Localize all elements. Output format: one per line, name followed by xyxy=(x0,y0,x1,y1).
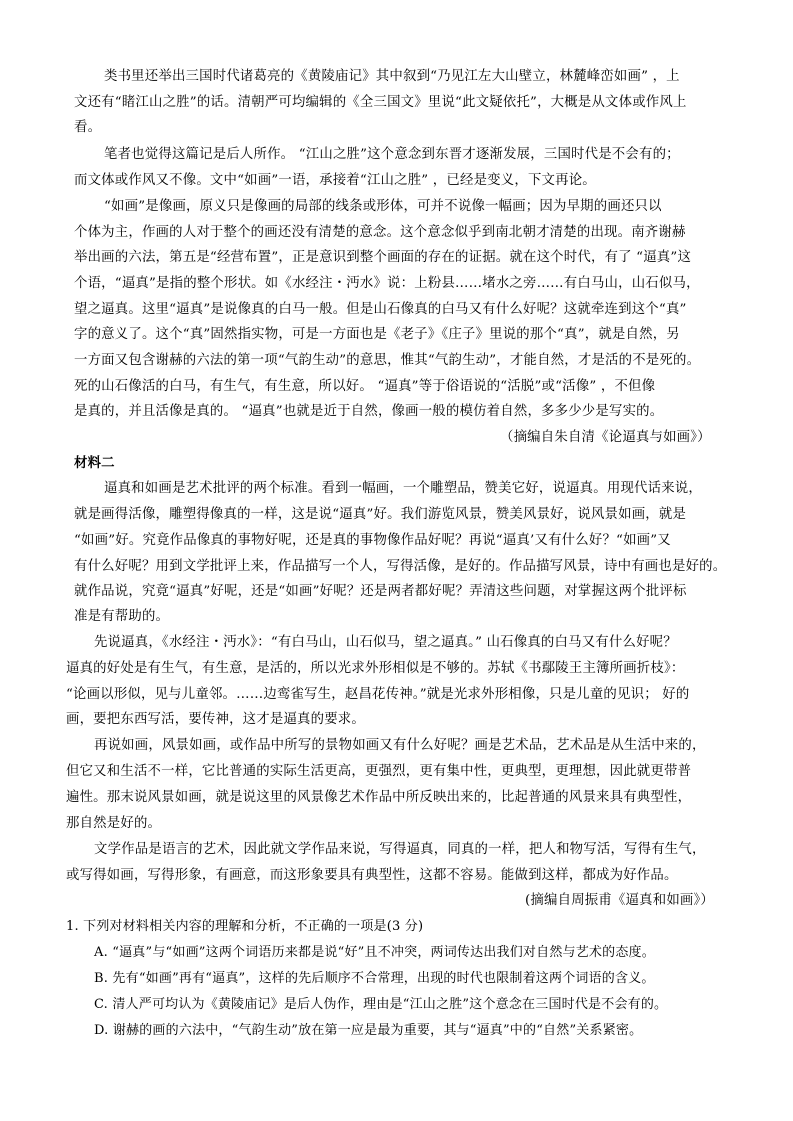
p2-line: 就作品说，究竟“逼真”好呢，还是“如画”好呢？还是两者都好呢？弄清这些问题，对掌握这两个批评标 xyxy=(74,584,687,599)
p1-line: “如画”是像画，原义只是像画的局部的线条或形体，可并不说像一幅画；因为早期的画还只以 xyxy=(104,199,662,214)
p2-line: 有什么好呢？用到文学批评上来，作品描写一个人，写得活像，是好的。作品描写风景，诗中有画也是好的。 xyxy=(74,559,727,574)
p1-line: 字的意义了。这个“真”固然指实物，可是一方面也是《老子》《庄子》里说的那个“真”，就是自然，另 xyxy=(74,327,680,342)
p2-line: 遍性。那末说风景如画，就是说这里的风景像艺术作品中所反映出来的，比起普通的风景来具有典型性， xyxy=(66,790,692,805)
p2-source: (摘编自周振甫《逼真和如画》） xyxy=(525,893,714,908)
p2-line: 准是有帮助的。 xyxy=(74,609,170,624)
p1-line: 是真的，并且活像是真的。 “逼真”也就是近于自然，像画一般的模仿着自然，多多少少是写实的。 xyxy=(74,404,664,419)
p2-line: 画，要把东西写活，要传神，这才是逼真的要求。 xyxy=(66,712,365,727)
p2-line: 但它又和生活不一样，它比普通的实际生活更高，更强烈，更有集中性，更典型，更理想，因此就更带普 xyxy=(66,764,692,779)
question-option-d: D. 谢赫的画的六法中，“气韵生动”放在第一应是最为重要，其与“逼真”中的“自然”关系紧密。 xyxy=(94,1023,643,1038)
p1-line: 一方面又包含谢赫的六法的第一项“气韵生动”的意思，惟其“气韵生动”，才能自然，才是活的不是死的。 xyxy=(74,353,701,368)
p2-line: “论画以形似，见与儿童邻。……边鸾雀写生，赵昌花传神。”就是光求外形相像，只是儿童的见识； 好的 xyxy=(66,687,690,702)
p1-line: 个语，“逼真”是指的整个形状。如《水经注・沔水》说：上粉县……堵水之旁……有白马山，山石似马， xyxy=(74,276,700,291)
p2-line: 那自然是好的。 xyxy=(66,816,162,831)
question-option-c: C. 清人严可均认为《黄陵庙记》是后人伪作，理由是“江山之胜”这个意念在三国时代是不会有的。 xyxy=(94,997,668,1012)
p1-line: 死的山石像活的白马，有生气，有生意，所以好。 “逼真”等于俗语说的“活脱”或“活像” ，不但像 xyxy=(74,379,656,394)
p1-line: 看。 xyxy=(74,120,102,135)
p2-line: 再说如画，风景如画，或作品中所写的景物如画又有什么好呢？画是艺术品，艺术品是从生活中来的， xyxy=(94,738,706,753)
p1-line: 类书里还举出三国时代诸葛亮的《黄陵庙记》其中叙到“乃见江左大山壁立，林麓峰峦如画” ，上 xyxy=(104,69,680,84)
p1-line: 而文体或作风又不像。文中“如画”一语，承接着“江山之胜” ，已经是变义，下文再论。 xyxy=(74,173,596,188)
p1-line: 文还有“睹江山之胜”的话。清朝严可均编辑的《全三国文》里说“此文疑依托”，大概是从文体或作风上 xyxy=(74,95,687,110)
question-stem: 1. 下列对材料相关内容的理解和分析，不正确的一项是(3 分) xyxy=(66,919,424,934)
p2-line: 或写得如画，写得形象，有画意，而这形象要具有典型性，这都不容易。能做到这样，都成为好作品。 xyxy=(66,868,678,883)
p2-line: “如画”好。究竟作品像真的事物好呢，还是真的事物像作品好呢？再说“逼真’又有什么好？“如画”又 xyxy=(74,533,671,548)
p2-line: 先说逼真，《水经注・沔水》：“有白马山，山石似马，望之逼真。” 山石像真的白马又有什么好呢？ xyxy=(94,635,677,650)
p1-line: 举出画的六法，第五是“经营布置”，正是意识到整个画面的存在的证据。就在这个时代，有了 “逼真”这 xyxy=(74,250,692,265)
p1-line: 笔者也觉得这篇记是后人所作。 “江山之胜”这个意念到东晋才逐渐发展，三国时代是不会有的； xyxy=(104,147,680,162)
p1-line: 个体为主，作画的人对于整个的画还没有清楚的意念。这个意念似乎到南北朝才清楚的出现。南齐谢赫 xyxy=(74,225,686,240)
p2-line: 逼真和如画是艺术批评的两个标准。看到一幅画，一个雕塑品，赞美它好，说逼真。用现代话来说， xyxy=(104,481,702,496)
question-option-a: A. “逼真”与“如画”这两个词语历来都是说“好”且不冲突，两词传达出我们对自然与艺术的态度。 xyxy=(94,945,655,960)
p2-line: 就是画得活像，雕塑得像真的一样，这是说“逼真”好。我们游览风景，赞美风景好，说风景如画，就是 xyxy=(74,507,687,522)
p2-line: 逼真的好处是有生气，有生意，是活的，所以光求外形相似是不够的。苏轼《书鄢陵王主簿所画折枝》： xyxy=(66,661,685,676)
section-heading: 材料二 xyxy=(74,455,115,471)
p2-line: 文学作品是语言的艺术，因此就文学作品来说，写得逼真，同真的一样，把人和物写活，写得有生气， xyxy=(94,842,706,857)
p1-source: （摘编自朱自清《论逼真与如画》） xyxy=(500,430,711,445)
question-option-b: B. 先有“如画”再有“逼真”，这样的先后顺序不合常理，出现的时代也限制着这两个词语的含义。 xyxy=(94,971,655,986)
p1-line: 望之逼真。这里“逼真”是说像真的白马一般。但是山石像真的白马又有什么好呢？这就牵连到这个“真” xyxy=(74,302,687,317)
